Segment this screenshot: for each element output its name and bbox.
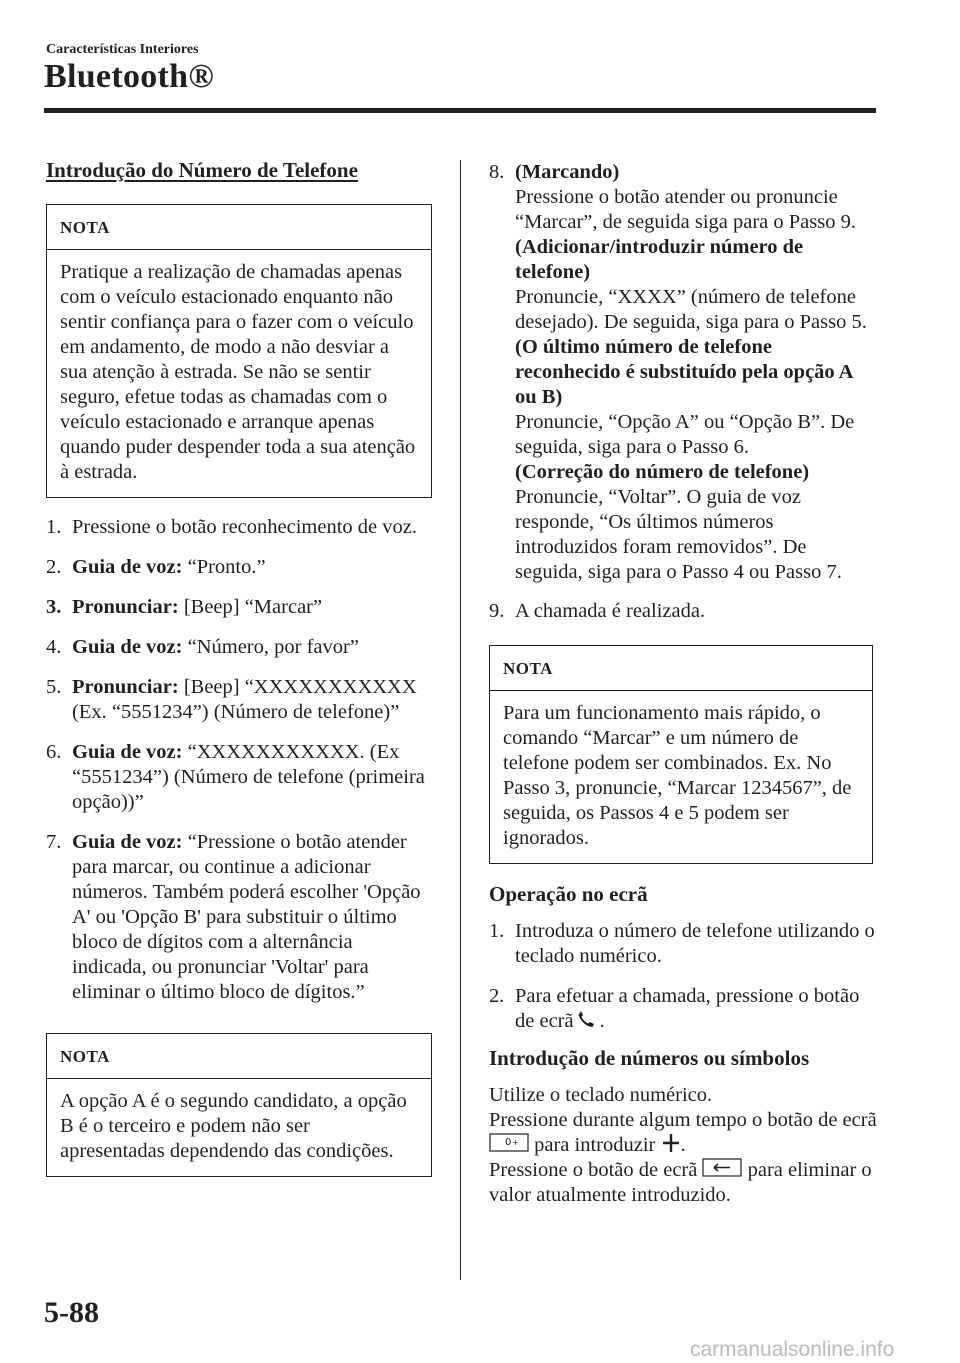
symbols-text: Utilize o teclado numérico. Pressione durante algum tempo o botão de ecrã 0 + para introduzir . Pressione o botão de ecrã para eliminar o valor atualmente introduzido. <box>489 1084 877 1206</box>
svg-text:+: + <box>512 1138 519 1147</box>
list-item: 1. Pressione o botão reconhecimento de voz. <box>46 516 417 538</box>
note-label: NOTA <box>47 205 431 250</box>
plus-icon <box>661 1133 681 1153</box>
list-item: 6. Guia de voz: “XXXXXXXXXXX. (Ex “5551234”) (Número de telefone (primeira opção))” <box>46 741 425 813</box>
step-list-continued <box>489 160 877 624</box>
list-item: 2. Guia de voz: “Pronto.” <box>46 556 266 578</box>
column-divider <box>460 160 461 1280</box>
note-text: Para um funcionamento mais rápido, o comando “Marcar” e um número de telefone podem ser combinados. Ex. No Passo 3, pronuncie, “Marcar 1234567”, de seguida, os Passos 4 e 5 podem ser ignorados. <box>503 702 852 849</box>
step-list <box>46 515 432 1005</box>
right-column <box>489 160 877 1208</box>
note-label: NOTA <box>490 646 872 691</box>
page-number: 5-88 <box>44 1296 99 1329</box>
svg-text:0: 0 <box>505 1137 512 1148</box>
list-item: 9. A chamada é realizada. <box>489 600 706 622</box>
note-text: A opção A é o segundo candidato, a opção B é o terceiro e podem não ser apresentadas dependendo das condições. <box>60 1090 407 1162</box>
section-label: Características Interiores <box>46 42 199 57</box>
title-rule <box>44 108 876 113</box>
symbols-heading: Introdução de números ou símbolos <box>489 1046 810 1070</box>
page-title: Bluetooth® <box>44 58 215 95</box>
list-item: 2. Para efetuar a chamada, pressione o botão de ecrã . <box>489 985 860 1032</box>
note-box-1 <box>46 204 432 498</box>
list-item: 4. Guia de voz: “Número, por favor” <box>46 636 359 658</box>
list-item: 3. Pronunciar: [Beep] “Marcar” <box>46 596 323 618</box>
note-text: Pratique a realização de chamadas apenas com o veículo estacionado enquanto não sentir confiança para o fazer com o veículo em andamento, de modo a não desviar a sua atenção à estrada. Se não se sentir seguro, efetue todas as chamadas com o veículo estacionado e arranque apenas quando puder despender toda a sua atenção à estrada. <box>60 261 416 483</box>
screen-operation-heading: Operação no ecrã <box>489 882 648 906</box>
note-box-3 <box>489 645 873 864</box>
screen-step-list <box>489 919 877 1034</box>
list-item: 7. Guia de voz: “Pressione o botão atender para marcar, ou continue a adicionar números. Também poderá escolher 'Opção A' ou 'Opção B' para substituir o último bloco de dígitos com a alternância indicada, ou pronunciar 'Voltar' para eliminar o último bloco de dígitos.” <box>46 831 421 1003</box>
watermark: carmanualsonline.info <box>690 1338 895 1361</box>
list-item: 1. Introduza o número de telefone utilizando o teclado numérico. <box>489 920 875 967</box>
left-column <box>46 158 432 1177</box>
list-item: 8. (Marcando) Pressione o botão atender ou pronuncie “Marcar”, de seguida siga para o Passo 9. (Adicionar/introduzir número de telefone) Pronuncie, “XXXX” (número de telefone desejado). De seguida, siga para o Passo 5. (O último número de telefone reconhecido é substituído pela opção A ou B) Pronuncie, “Opção A” ou “Opção B”. De seguida, siga para o Passo 6. (Correção do número de telefone) Pronuncie, “Voltar”. O guia de voz responde, “Os últimos números introduzidos foram removidos”. De seguida, siga para o Passo 4 ou Passo 7. <box>489 161 867 583</box>
list-item: 5. Pronunciar: [Beep] “XXXXXXXXXXX (Ex. “5551234”) (Número de telefone)” <box>46 676 417 723</box>
backspace-arrow-icon <box>702 1158 742 1178</box>
section-heading: Introdução do Número de Telefone <box>46 158 358 182</box>
phone-icon <box>574 1009 600 1029</box>
note-label: NOTA <box>47 1034 431 1079</box>
zero-plus-key-icon <box>489 1133 529 1153</box>
note-box-2 <box>46 1033 432 1177</box>
